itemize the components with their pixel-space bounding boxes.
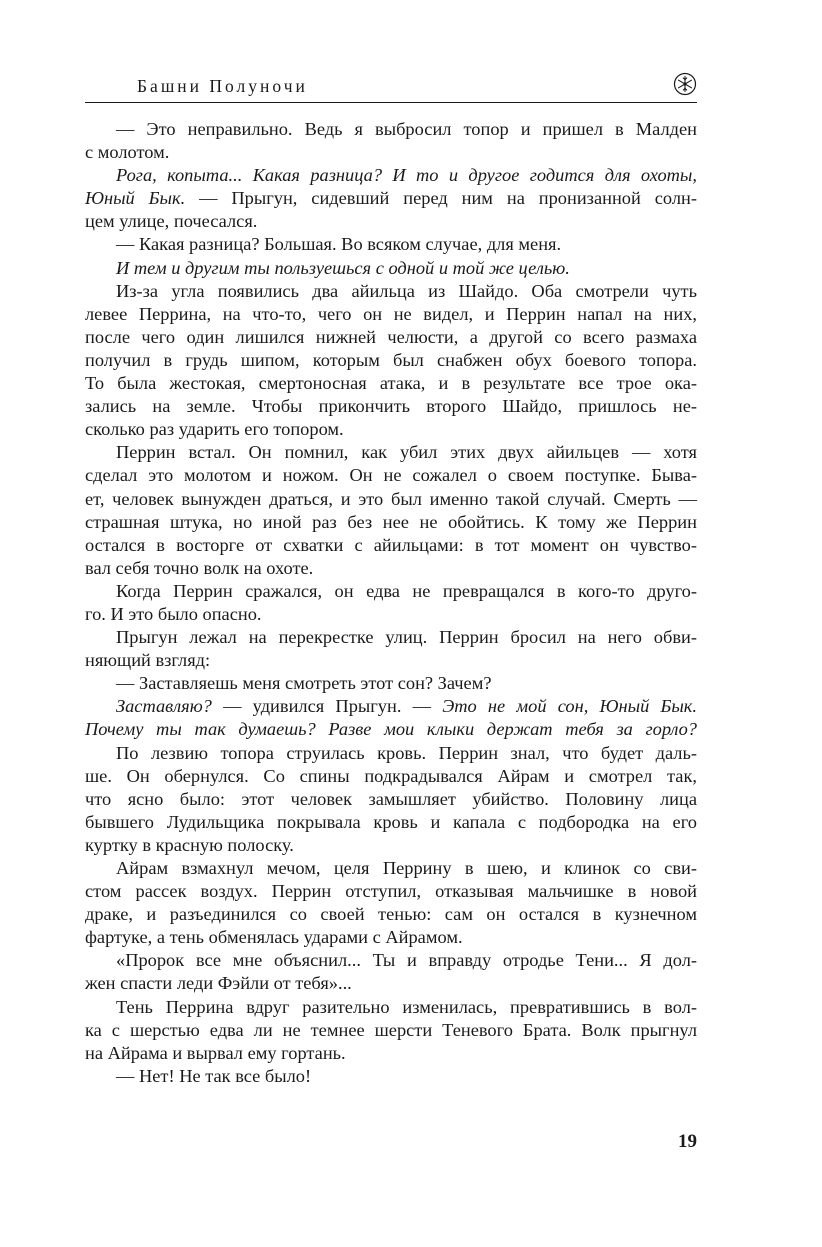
header-rule (85, 102, 697, 103)
text-line (85, 280, 697, 303)
text-segment: ше. Он обернулся. Со спины подкрадывался Айрам и смотрел так, (85, 765, 697, 786)
text-line (85, 972, 697, 995)
text-segment: на Айрама и вырвал ему гортань. (85, 1042, 346, 1063)
text-line (85, 765, 697, 788)
text-segment: Из-за угла появились два айильца из Шайдо. Оба смотрели чуть (116, 280, 697, 301)
text-line (85, 511, 697, 534)
text-segment: левее Перрина, на что-то, чего он не видел, и Перрин напал на них, (85, 303, 697, 324)
text-segment: Прыгун лежал на перекрестке улиц. Перрин бросил на него обви- (116, 627, 697, 648)
text-segment: фартуке, а тень обменялась ударами с Айрамом. (85, 927, 463, 948)
text-segment: вал себя точно волк на охоте. (85, 557, 314, 578)
running-header (85, 72, 697, 104)
italic-text-segment: Рога, копыта... Какая разница? И то и другое годится для охоты, (116, 165, 697, 186)
text-segment: сделал это молотом и ножом. Он не сожалел о своем поступке. Быва- (85, 465, 697, 486)
text-segment: куртку в красную полоску. (85, 834, 294, 855)
text-segment: стом рассек воздух. Перрин отступил, отказывая мальчишке в новой (85, 881, 697, 902)
text-line (85, 1065, 697, 1088)
text-segment: зались на земле. Чтобы прикончить второго Шайдо, пришлось не- (85, 396, 697, 417)
text-segment: цем улице, почесался. (85, 211, 258, 232)
text-line (85, 949, 697, 972)
text-segment: что ясно было: этот человек замышляет убийство. Половину лица (85, 788, 697, 809)
text-line (85, 626, 697, 649)
text-line (85, 695, 697, 718)
text-segment: — удивился Прыгун. — (211, 696, 443, 717)
text-line (85, 603, 697, 626)
text-line (85, 464, 697, 487)
text-line (85, 257, 697, 280)
text-line (85, 488, 697, 511)
text-line (85, 534, 697, 557)
text-line (85, 742, 697, 765)
italic-text-segment: Юный Бык. (85, 188, 186, 209)
text-line (85, 996, 697, 1019)
text-segment: остался в восторге от схватки с айильцами: в тот момент он чувство- (85, 534, 697, 555)
text-line (85, 395, 697, 418)
text-segment: «Пророк все мне объяснил... Ты и вправду отродье Тени... Я дол- (116, 950, 697, 971)
text-line (85, 580, 697, 603)
page-number: 19 (678, 1131, 697, 1152)
text-line (85, 672, 697, 695)
text-segment: ка с шерстью едва ли не темнее шерсти Теневого Брата. Волк прыгнул (85, 1019, 697, 1040)
text-segment: — Нет! Не так все было! (116, 1065, 312, 1086)
text-line (85, 1019, 697, 1042)
text-line (85, 326, 697, 349)
italic-text-segment: Это не мой сон, Юный Бык. (442, 696, 697, 717)
text-line (85, 349, 697, 372)
text-line (85, 372, 697, 395)
text-segment: — Прыгун, сидевший перед ним на пронизанной солн- (185, 188, 697, 209)
text-line (85, 118, 697, 141)
body-text (85, 118, 697, 1088)
text-segment: го. И это было опасно. (85, 603, 262, 624)
text-line (85, 718, 697, 741)
text-segment: няющий взгляд: (85, 650, 211, 671)
text-segment: Айрам взмахнул мечом, целя Перрину в шею, и клинок со сви- (116, 858, 697, 878)
text-segment: ет, человек вынужден драться, и это был именно такой случай. Смерть — (85, 488, 697, 509)
text-segment: драке, и разъединился со своей тенью: сам он остался в кузнечном (85, 904, 697, 925)
text-segment: Перрин встал. Он помнил, как убил этих двух айильцев — хотя (116, 442, 697, 463)
running-header-title: Башни Полуночи (137, 76, 308, 96)
text-line (85, 649, 697, 672)
text-segment: То была жестокая, смертоносная атака, и в результате все трое ока- (85, 373, 697, 394)
text-segment: страшная штука, но иной раз без нее не обойтись. К тому же Перрин (85, 511, 697, 532)
text-line (85, 210, 697, 233)
text-segment: По лезвию топора струилась кровь. Перрин знал, что будет даль- (116, 742, 697, 763)
text-line (85, 187, 697, 210)
text-line (85, 141, 697, 164)
text-segment: — Это неправильно. Ведь я выбросил топор и пришел в Малден (116, 119, 697, 139)
text-segment: с молотом. (85, 142, 170, 163)
text-segment: жен спасти леди Фэйли от тебя»... (85, 973, 352, 994)
text-line (85, 926, 697, 949)
text-segment: — Заставляешь меня смотреть этот сон? Зачем? (116, 673, 492, 694)
snowflake-emblem-icon (673, 72, 697, 96)
text-line (85, 788, 697, 811)
text-line (85, 903, 697, 926)
italic-text-segment: И тем и другим ты пользуешься с одной и той же целью. (116, 257, 570, 278)
text-segment: бывшего Лудильщика покрывала кровь и капала с подбородка на его (85, 811, 697, 832)
text-line (85, 557, 697, 580)
text-segment: получил в грудь шипом, которым был снабжен обух боевого топора. (85, 349, 697, 370)
text-line (85, 811, 697, 834)
italic-text-segment: Заставляю? (116, 696, 212, 717)
text-line (85, 164, 697, 187)
text-line (85, 418, 697, 441)
text-line (85, 834, 697, 857)
italic-text-segment: Почему ты так думаешь? Разве мои клыки держат тебя за горло? (85, 719, 697, 740)
text-line (85, 880, 697, 903)
text-line (85, 441, 697, 464)
text-segment: после чего один лишился нижней челюсти, а другой со всего размаха (85, 326, 697, 347)
text-line (85, 1042, 697, 1065)
text-segment: сколько раз ударить его топором. (85, 419, 344, 440)
text-line (85, 303, 697, 326)
text-segment: Когда Перрин сражался, он едва не превращался в кого-то друго- (116, 580, 697, 601)
text-segment: Тень Перрина вдруг разительно изменилась, превратившись в вол- (116, 996, 697, 1017)
text-line (85, 857, 697, 880)
text-line (85, 233, 697, 256)
text-segment: — Какая разница? Большая. Во всяком случае, для меня. (116, 234, 562, 255)
